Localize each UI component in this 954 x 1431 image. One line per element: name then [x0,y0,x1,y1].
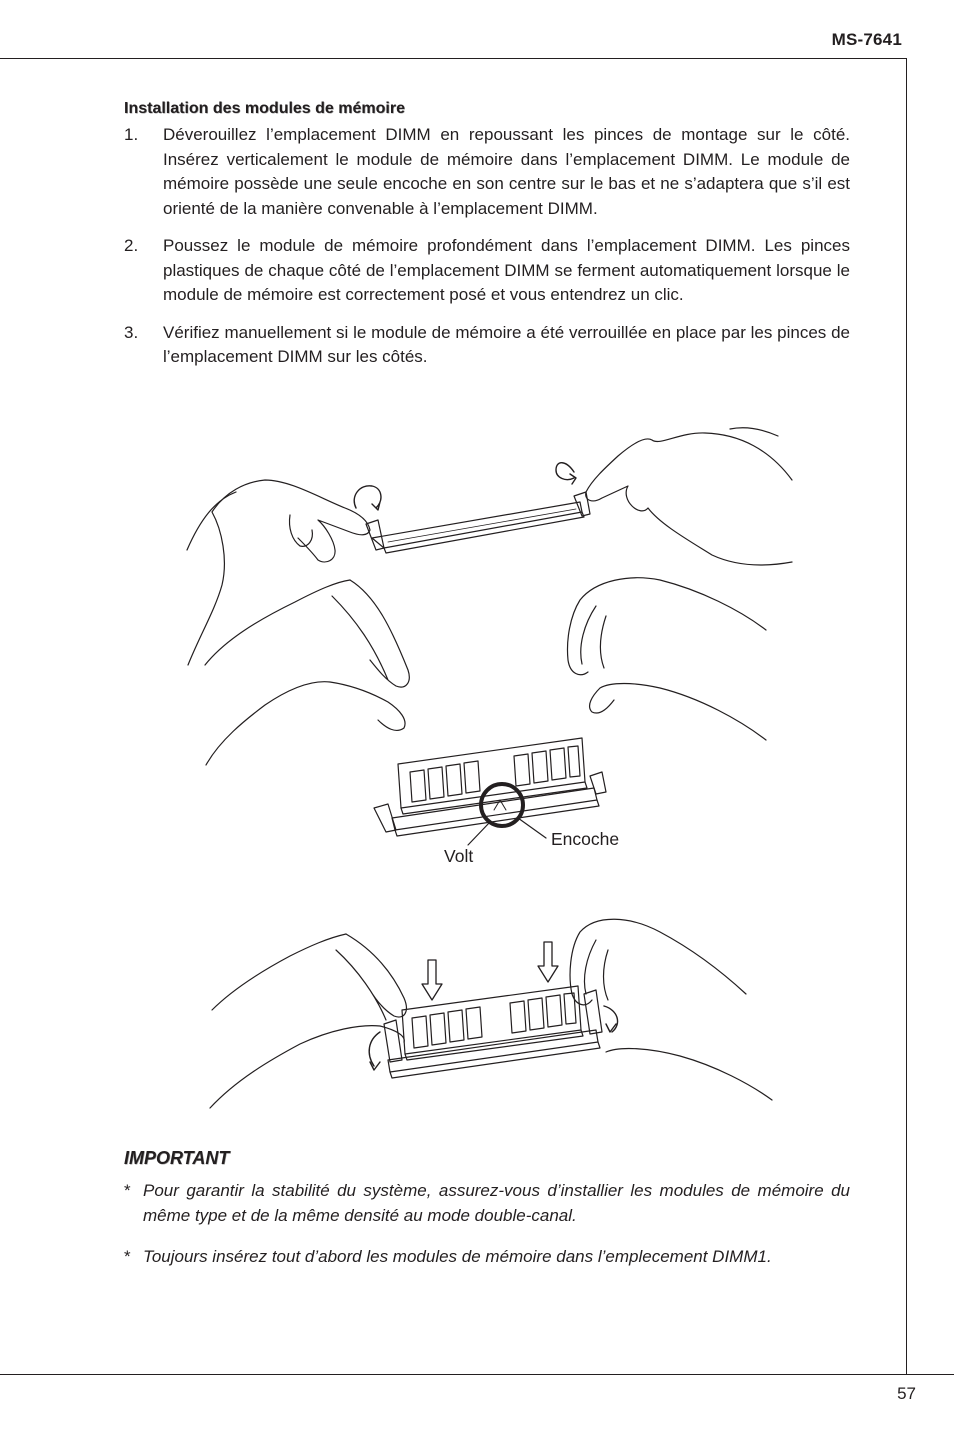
left-hand-fingers [332,580,409,687]
memory-chip [428,767,444,799]
left-hand-fingers [336,934,406,1020]
model-number: MS-7641 [831,30,902,49]
list-item [124,1245,850,1270]
memory-chip [514,754,530,786]
rotate-arrow-icon [354,486,381,510]
right-hand-wrist [730,428,778,436]
rotate-arrow-icon [369,1032,380,1070]
memory-chip [446,764,462,796]
right-hand-fingers [581,606,606,668]
memory-chip [412,1016,428,1048]
leader-line-notch [518,818,546,838]
right-clip [584,990,602,1034]
dimm-slot-body [372,502,582,548]
left-hand-outline [205,580,405,765]
left-hand-wrist [187,492,236,550]
rotate-arrow-icon [556,463,576,484]
memory-chip [528,998,544,1030]
list-item [124,321,850,370]
memory-chip [564,993,576,1024]
important-notes [124,1148,850,1287]
rotate-arrow-icon [604,1006,618,1032]
memory-chip [464,761,480,793]
list-item [124,234,850,308]
memory-chip [510,1001,526,1033]
right-hand-outline [586,433,792,565]
memory-chip [532,751,548,783]
step-number: 1. [124,125,139,144]
important-title: IMPORTANT [124,1148,230,1168]
header-rule [0,58,907,59]
memory-chip [550,748,566,780]
figure-press-module [210,919,772,1108]
right-clip [590,772,606,794]
notch-label: Encoche [551,829,620,849]
memory-chip [410,770,426,802]
page-number: 57 [897,1384,916,1403]
step-number: 2. [124,236,139,255]
step-number: 3. [124,322,139,342]
right-hand-outline [570,919,772,1100]
list-item [124,1179,850,1228]
memory-chip [546,995,562,1027]
step-text: Poussez le module de mémoire profondément dans l’emplacement DIMM. Les pinces plastiques de chaque côté de l’emplacement DIMM se ferment automatiquement lorsque le module de mémoire est correctement posé et vous entendrez un clic. [163,236,850,304]
step-list [124,123,850,370]
list-item [124,123,850,221]
left-hand-outline [210,934,404,1108]
down-arrow-icon [422,960,442,1000]
left-clip [384,1020,402,1062]
step-text: Déverouillez l’emplacement DIMM en repoussant les pinces de montage sur le côté. Insérez verticalement le module de mémoire dans l’emplacement DIMM. Le module de mémoire possède une seule encoche en son centre sur le bas et ne s’adaptera que s’il est orienté de la manière convenable à l’emplacement DIMM. [163,125,850,218]
installation-section [124,100,850,383]
notch-highlight-circle [481,784,523,826]
left-clip [374,804,396,832]
dimm-slot-body [388,1030,598,1072]
memory-chip [568,746,580,777]
memory-chip [448,1010,464,1042]
right-hand-outline [568,578,767,740]
left-hand-outline [188,480,370,665]
memory-chip [430,1013,446,1045]
note-text: Pour garantir la stabilité du système, assurez-vous d’installier les modules de mémoire du même type et de la même densité au mode double-canal. [143,1181,850,1225]
section-title: Installation des modules de mémoire [124,100,405,117]
dimm-installation-figures [0,420,954,1120]
footer-rule [0,1374,954,1375]
figure-insert-module [205,578,766,845]
note-bullet: * [124,1181,131,1200]
step-text: Vérifiez manuellement si le module de mémoire a été verrouillée en place par les pinces de l’emplacement DIMM sur les côtés. [163,322,850,366]
volt-label: Volt [444,846,474,866]
note-text: Toujours insérez tout d’abord les modules de mémoire dans l’emplecement DIMM1. [143,1247,772,1266]
memory-chip [466,1007,482,1039]
note-bullet: * [124,1247,131,1266]
figure-unlock-slot [187,428,792,665]
down-arrow-icon [538,942,558,982]
